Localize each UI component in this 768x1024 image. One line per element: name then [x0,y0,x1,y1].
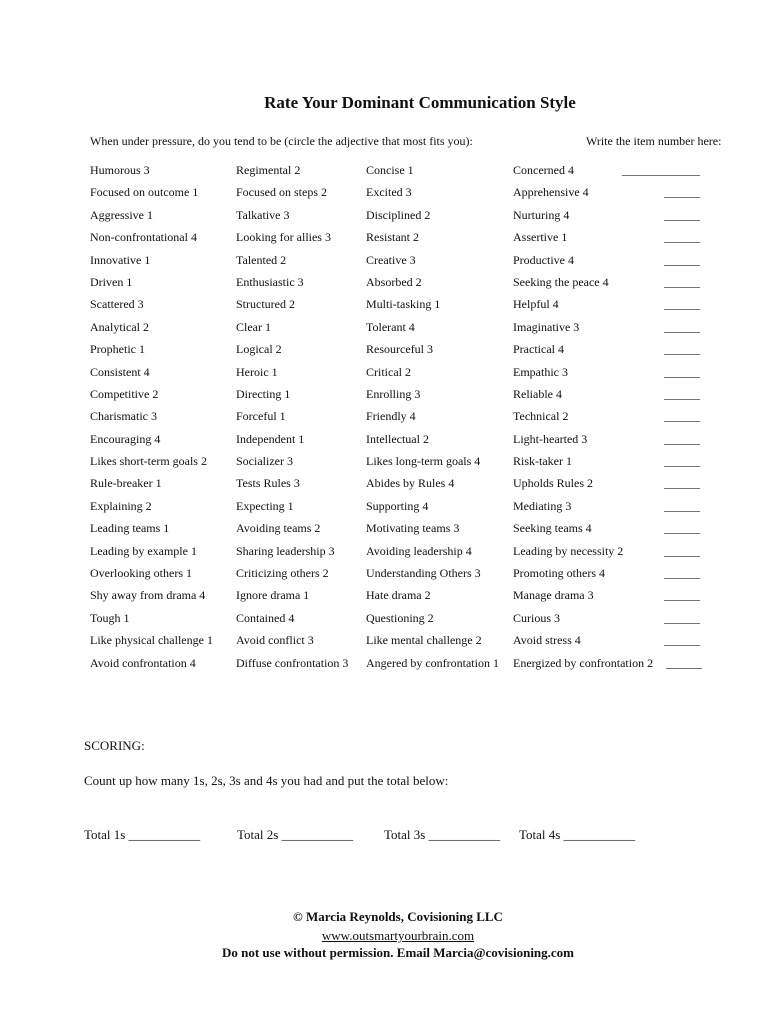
total-1s[interactable]: Total 1s ___________ [84,827,201,842]
adjective-option[interactable]: Risk-taker 1 [513,454,572,469]
adjective-option[interactable]: Structured 2 [236,297,295,312]
adjective-option[interactable]: Avoid stress 4 [513,633,581,648]
adjective-option[interactable]: Curious 3 [513,610,561,625]
document-title: Rate Your Dominant Communication Style [264,93,576,112]
adjective-option[interactable]: Socializer 3 [236,454,293,469]
copyright-line: © Marcia Reynolds, Covisioning LLC [293,909,503,924]
adjective-option[interactable]: Ignore drama 1 [236,588,310,603]
adjective-option[interactable]: Rule-breaker 1 [90,476,162,491]
adjective-option[interactable]: Imaginative 3 [513,319,580,334]
adjective-option[interactable]: Logical 2 [236,342,282,357]
adjective-option[interactable]: Analytical 2 [90,319,149,334]
adjective-option[interactable]: Expecting 1 [236,498,294,513]
adjective-option[interactable]: Avoid confrontation 4 [90,655,196,670]
item-number-blank[interactable]: _____________ [622,163,700,177]
adjective-option[interactable]: Manage drama 3 [513,588,594,603]
adjective-option[interactable]: Leading by necessity 2 [513,543,624,558]
adjective-option[interactable]: Multi-tasking 1 [366,297,441,312]
adjective-option[interactable]: Sharing leadership 3 [236,543,335,558]
table-row [90,497,710,519]
adjective-option[interactable]: Resistant 2 [366,230,419,245]
table-row [90,430,710,452]
adjective-option[interactable]: Talented 2 [236,252,287,267]
adjective-option[interactable]: Absorbed 2 [366,274,422,289]
item-number-blank[interactable]: ______ [664,274,700,289]
adjective-option[interactable]: Driven 1 [90,274,133,289]
item-number-blank[interactable]: ______ [666,655,702,670]
adjective-option[interactable]: Looking for allies 3 [236,230,331,245]
table-row [90,586,710,608]
adjective-option[interactable]: Explaining 2 [90,498,152,513]
website-link[interactable]: www.outsmartyourbrain.com [321,928,475,943]
table-row [90,340,710,362]
adjective-option[interactable]: Avoiding leadership 4 [366,543,472,558]
item-number-blank[interactable]: ______ [664,319,700,334]
adjective-option[interactable]: Charismatic 3 [90,409,157,424]
adjective-option[interactable]: Encouraging 4 [90,431,161,446]
scoring-instruction: Count up how many 1s, 2s, 3s and 4s you had and put the total below: [84,773,449,788]
item-number-blank[interactable]: ______ [664,588,700,603]
adjective-option[interactable]: Competitive 2 [90,386,159,401]
item-number-blank[interactable]: ______ [664,610,700,625]
adjective-option[interactable]: Upholds Rules 2 [513,476,594,491]
scoring-label: SCORING: [84,738,145,753]
adjective-option[interactable]: Critical 2 [366,364,411,379]
adjective-option[interactable]: Reliable 4 [513,386,562,401]
adjective-option[interactable]: Abides by Rules 4 [366,476,455,491]
adjective-option[interactable]: Resourceful 3 [366,342,433,357]
adjective-option[interactable]: Heroic 1 [236,364,278,379]
adjective-option[interactable]: Helpful 4 [513,297,559,312]
table-row [90,206,710,228]
item-number-blank[interactable]: ______ [664,364,700,379]
item-number-blank[interactable]: ______ [664,386,700,401]
write-prompt: Write the item number here: [586,134,722,148]
adjective-option[interactable]: Intellectual 2 [366,431,429,446]
table-row [90,654,710,676]
item-number-blank[interactable]: ______ [664,454,700,469]
table-row [90,363,710,385]
adjective-option[interactable]: Seeking teams 4 [513,521,592,536]
total-4s[interactable]: Total 4s ___________ [519,827,636,842]
item-number-blank[interactable]: ______ [664,342,700,357]
item-number-blank[interactable]: ______ [664,431,700,446]
adjective-option[interactable]: Motivating teams 3 [366,521,460,536]
adjective-option[interactable]: Concerned 4 [513,163,574,177]
adjective-option[interactable]: Clear 1 [236,319,271,334]
adjective-option[interactable]: Tolerant 4 [366,319,415,334]
adjective-option[interactable]: Likes long-term goals 4 [366,454,481,469]
adjective-option[interactable]: Avoiding teams 2 [236,521,321,536]
adjective-option[interactable]: Leading teams 1 [90,521,170,536]
table-row [90,273,710,295]
adjective-option[interactable]: Likes short-term goals 2 [90,454,207,469]
adjective-option[interactable]: Seeking the peace 4 [513,274,609,289]
adjective-option[interactable]: Innovative 1 [90,252,151,267]
adjective-option[interactable]: Understanding Others 3 [366,566,481,581]
adjective-option[interactable]: Leading by example 1 [90,543,197,558]
adjective-option[interactable]: Like mental challenge 2 [366,633,482,648]
adjective-option[interactable]: Enthusiastic 3 [236,274,304,289]
adjective-option[interactable]: Energized by confrontation 2 [513,655,654,670]
adjective-option[interactable]: Productive 4 [513,252,574,267]
adjective-option[interactable]: Apprehensive 4 [513,185,589,200]
table-row [90,519,710,541]
item-number-blank[interactable]: ______ [664,521,700,536]
adjective-option[interactable]: Technical 2 [513,409,569,424]
adjective-option[interactable]: Contained 4 [236,610,295,625]
item-number-blank[interactable]: ______ [664,297,700,312]
adjective-grid [90,161,710,676]
adjective-option[interactable]: Creative 3 [366,252,416,267]
adjective-option[interactable]: Shy away from drama 4 [90,588,206,603]
item-number-blank[interactable]: ______ [664,498,700,513]
adjective-option[interactable]: Non-confrontational 4 [90,230,197,245]
adjective-option[interactable]: Excited 3 [366,185,412,200]
adjective-option[interactable]: Diffuse confrontation 3 [236,655,349,670]
item-number-blank[interactable]: ______ [664,230,700,245]
table-row [90,542,710,564]
adjective-option[interactable]: Humorous 3 [90,163,150,177]
adjective-option[interactable]: Aggressive 1 [90,207,153,222]
adjective-option[interactable]: Focused on steps 2 [236,185,327,200]
adjective-option[interactable]: Disciplined 2 [366,207,431,222]
table-row [90,318,710,340]
item-number-blank[interactable]: ______ [664,476,700,491]
adjective-option[interactable]: Hate drama 2 [366,588,431,603]
adjective-option[interactable]: Tough 1 [90,610,130,625]
table-row [90,609,710,631]
table-row [90,385,710,407]
permission-notice: Do not use without permission. Email Marcia@covisioning.com [221,945,575,960]
item-number-blank[interactable]: ______ [664,633,700,648]
adjective-option[interactable]: Nurturing 4 [513,207,570,222]
adjective-option[interactable]: Forceful 1 [236,409,286,424]
table-row [90,631,710,653]
table-row [90,251,710,273]
adjective-option[interactable]: Overlooking others 1 [90,566,192,581]
item-number-blank[interactable]: ______ [664,409,700,424]
item-number-blank[interactable]: ______ [664,543,700,558]
adjective-option[interactable]: Friendly 4 [366,409,416,424]
adjective-option[interactable]: Consistent 4 [90,364,150,379]
adjective-option[interactable]: Focused on outcome 1 [90,185,199,200]
table-row [90,407,710,429]
adjective-option[interactable]: Assertive 1 [513,230,568,245]
item-number-blank[interactable]: ______ [664,185,700,200]
adjective-option[interactable]: Directing 1 [236,386,291,401]
table-row [90,474,710,496]
adjective-option[interactable]: Scattered 3 [90,297,144,312]
adjective-option[interactable]: Enrolling 3 [366,386,421,401]
adjective-option[interactable]: Promoting others 4 [513,566,605,581]
table-row [90,228,710,250]
total-2s[interactable]: Total 2s ___________ [237,827,354,842]
adjective-option[interactable]: Practical 4 [513,342,564,357]
adjective-option[interactable]: Empathic 3 [513,364,568,379]
adjective-option[interactable]: Like physical challenge 1 [90,633,213,648]
adjective-option[interactable]: Concise 1 [366,163,414,177]
table-row [90,564,710,586]
adjective-option[interactable]: Prophetic 1 [90,342,145,357]
adjective-option[interactable]: Avoid conflict 3 [236,633,314,648]
item-number-blank[interactable]: ______ [664,566,700,581]
instructions-text: When under pressure, do you tend to be (circle the adjective that most fits you): [90,134,473,148]
adjective-option[interactable]: Angered by confrontation 1 [366,655,499,670]
adjective-option[interactable]: Supporting 4 [366,498,429,513]
adjective-option[interactable]: Mediating 3 [513,498,572,513]
adjective-option[interactable]: Light-hearted 3 [513,431,588,446]
table-row [90,161,710,183]
adjective-option[interactable]: Questioning 2 [366,610,434,625]
item-number-blank[interactable]: ______ [664,207,700,222]
adjective-option[interactable]: Regimental 2 [236,163,301,177]
item-number-blank[interactable]: ______ [664,252,700,267]
adjective-option[interactable]: Independent 1 [236,431,305,446]
total-3s[interactable]: Total 3s ___________ [384,827,501,842]
adjective-option[interactable]: Talkative 3 [236,207,290,222]
table-row [90,295,710,317]
table-row [90,452,710,474]
adjective-option[interactable]: Criticizing others 2 [236,566,329,581]
adjective-option[interactable]: Tests Rules 3 [236,476,300,491]
table-row [90,183,710,205]
